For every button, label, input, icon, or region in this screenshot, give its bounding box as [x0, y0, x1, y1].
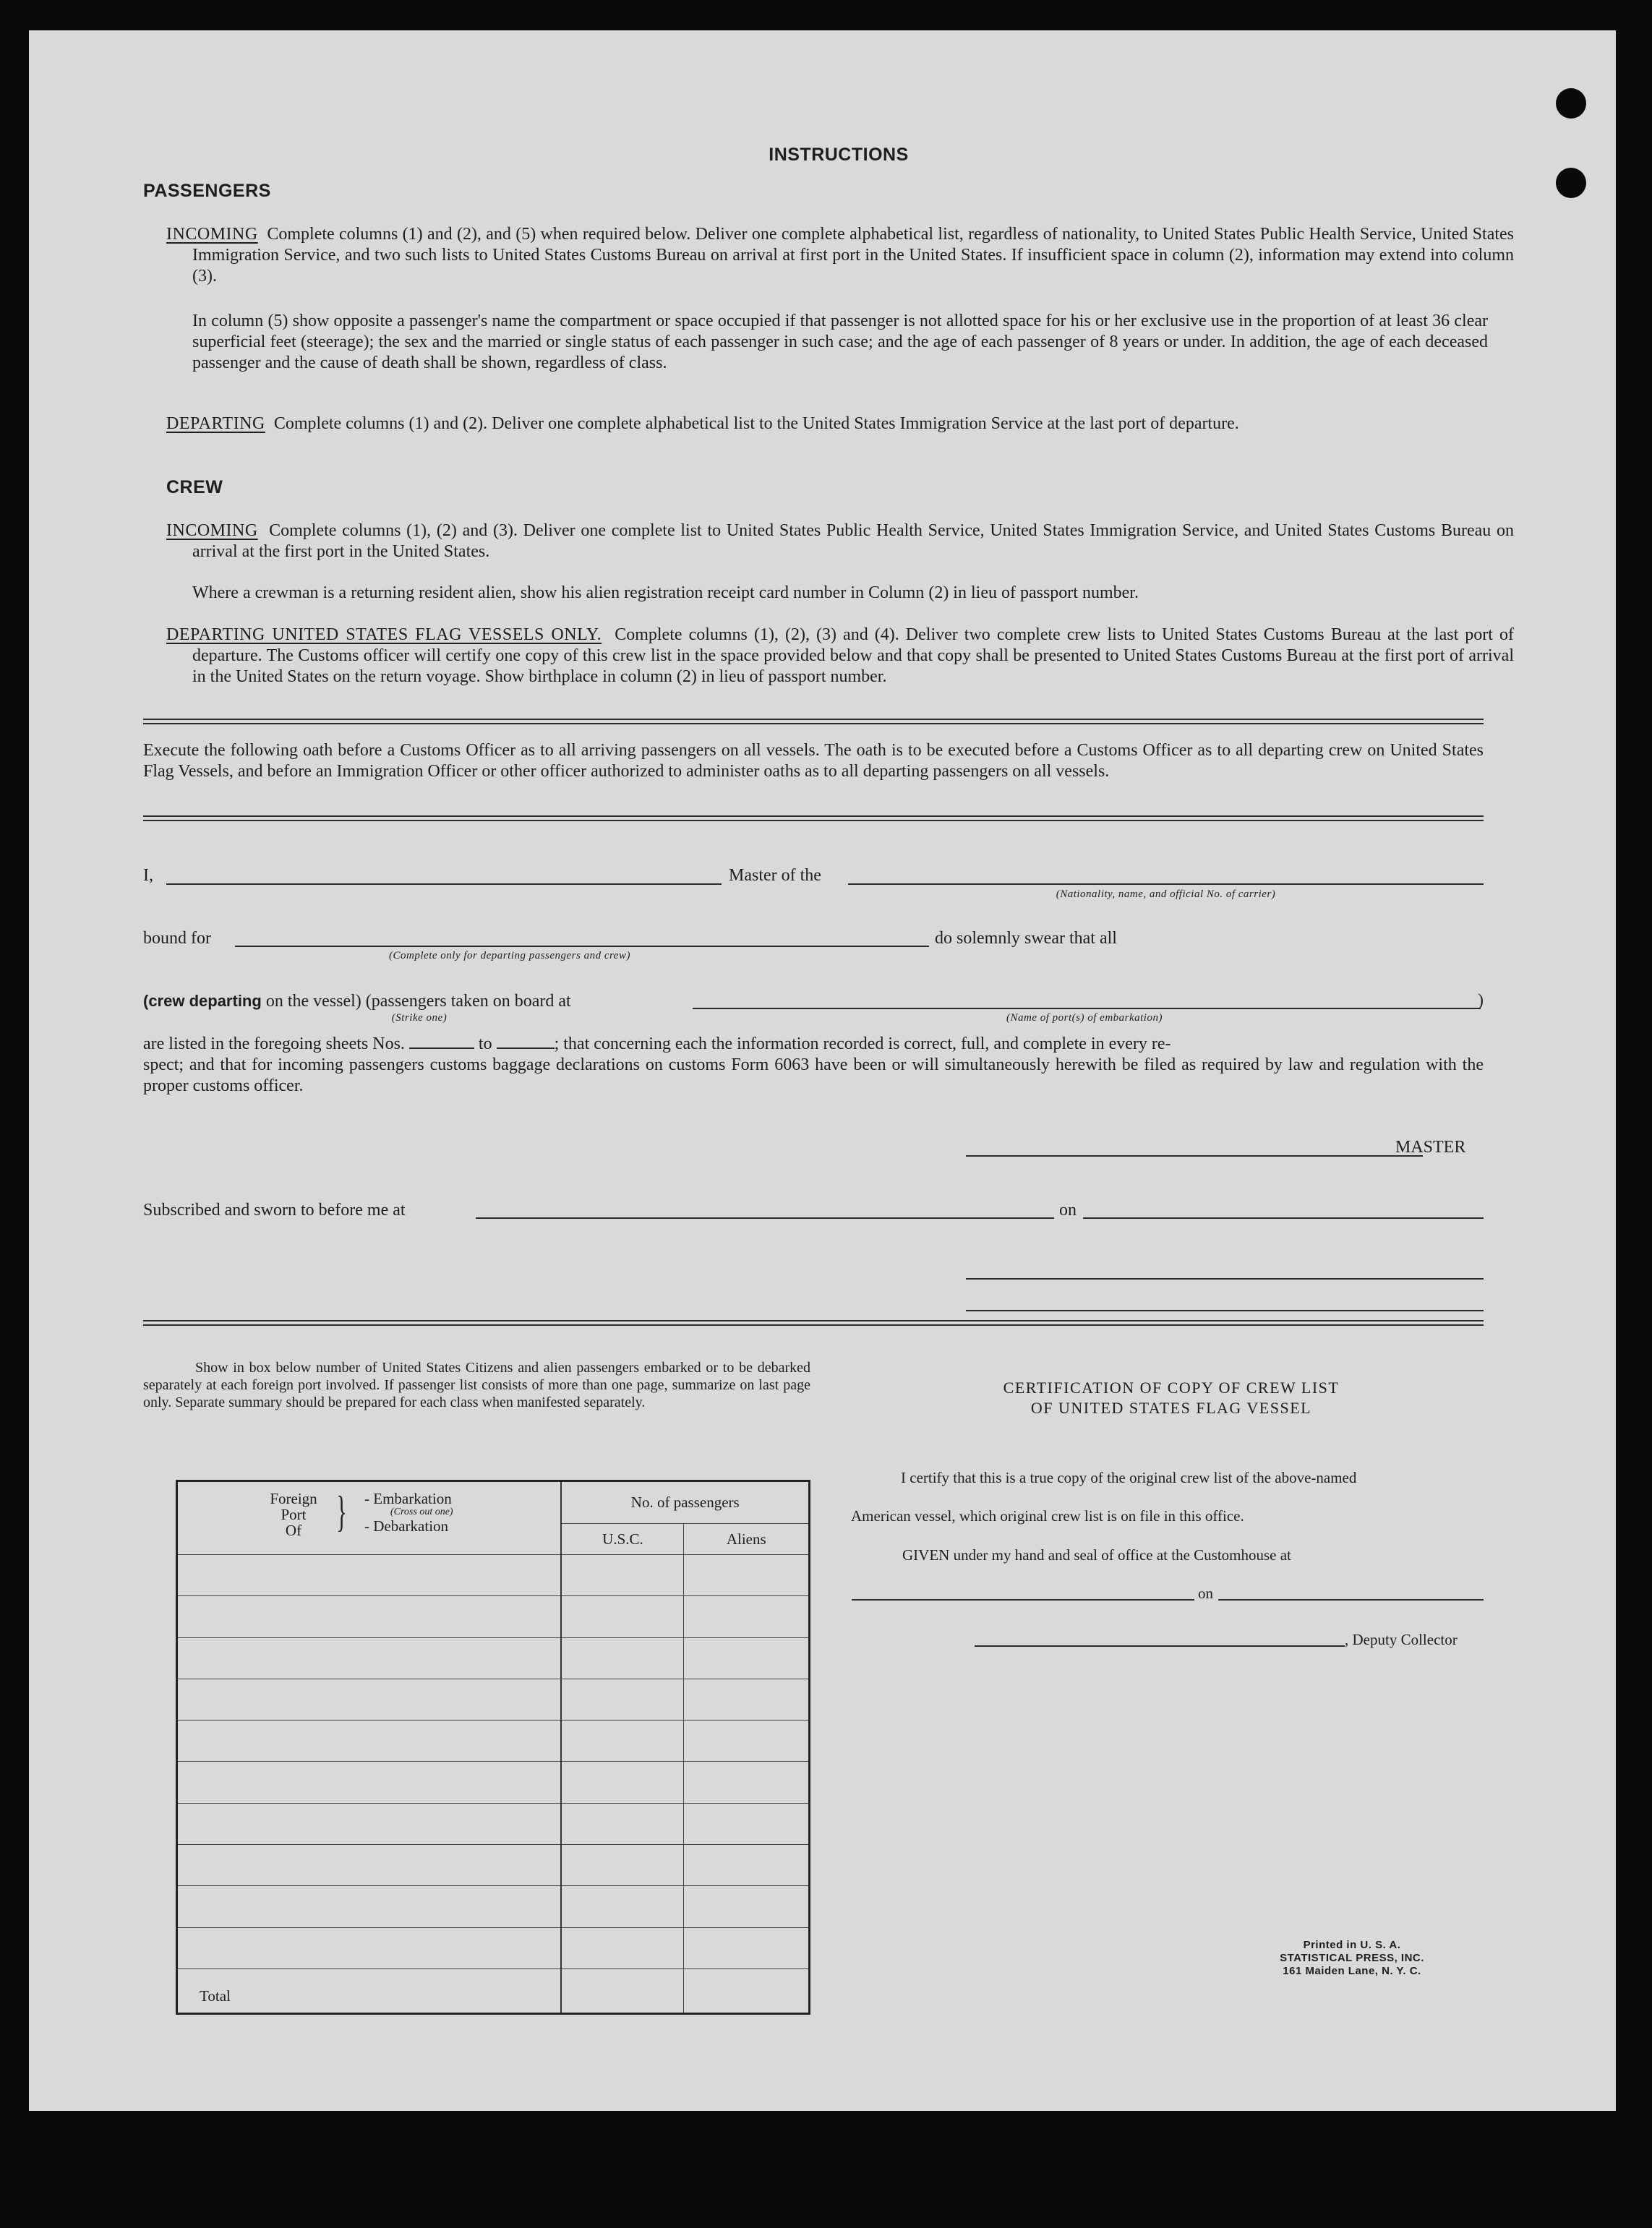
embarkation-port-caption: (Name of port(s) of embarkation)	[1006, 1012, 1163, 1024]
oath-i-label: I,	[143, 866, 153, 885]
aliens-cell[interactable]	[684, 1555, 810, 1596]
certification-title-line-1: CERTIFICATION OF COPY OF CREW LIST	[1003, 1379, 1340, 1397]
section-divider	[143, 815, 1484, 821]
certify-line-1: I certify that this is a true copy of the original crew list of the above-named	[901, 1469, 1357, 1486]
master-name-field[interactable]	[166, 883, 722, 885]
section-divider	[143, 719, 1484, 724]
aliens-header: Aliens	[684, 1524, 810, 1555]
table-row	[177, 1762, 810, 1803]
deputy-collector-label: , Deputy Collector	[1345, 1631, 1458, 1648]
crew-departing-label: DEPARTING UNITED STATES FLAG VESSELS ONLY.	[166, 625, 602, 644]
certify-line-3: GIVEN under my hand and seal of office at the Customhouse at	[902, 1546, 1291, 1564]
bound-for-label: bound for	[143, 929, 211, 948]
close-paren: )	[1478, 991, 1484, 1010]
certification-title	[860, 1378, 1482, 1418]
oath-intro: Execute the following oath before a Customs Officer as to all arriving passengers on all vessels. The oath is to be executed before a Customs Officer as to all departing crew on United States Flag Vessels, and before an Immigration Officer or other officer authorized to administer oaths as to all departing passengers on all vessels.	[143, 741, 1484, 781]
passengers-incoming-paragraph	[166, 224, 1514, 287]
listed-sheets-text: are listed in the foregoing sheets Nos.	[143, 1034, 405, 1053]
table-row	[177, 1886, 810, 1927]
sworn-place-field[interactable]	[476, 1217, 1054, 1219]
printer-imprint	[1258, 1939, 1446, 1978]
port-cell[interactable]	[177, 1555, 562, 1596]
debarkation-option[interactable]: - Debarkation	[364, 1517, 449, 1535]
customhouse-field[interactable]	[852, 1599, 1194, 1601]
total-usc-cell[interactable]	[561, 1969, 684, 2014]
embarkation-port-field[interactable]	[693, 1008, 1481, 1009]
listed-concerning-text: ; that concerning each the information recorded is correct, full, and complete in every re-	[554, 1034, 1171, 1053]
table-row	[177, 1679, 810, 1720]
table-row	[177, 1637, 810, 1679]
crew-passengers-clause	[143, 990, 571, 1012]
printer-line-3: 161 Maiden Lane, N. Y. C.	[1283, 1965, 1421, 1977]
usc-cell[interactable]	[561, 1555, 684, 1596]
crew-heading: CREW	[166, 477, 223, 497]
brace-glyph: }	[336, 1488, 347, 1535]
port-cell[interactable]	[177, 1803, 562, 1844]
bound-for-caption: (Complete only for departing passengers and crew)	[389, 950, 630, 961]
port-cell[interactable]	[177, 1762, 562, 1803]
passengers-column5-paragraph: In column (5) show opposite a passenger's name the compartment or space occupied if that passenger is not allotted space for his or her exclusive use in the proportion of at least 36 clear superficial feet (steerage); the sex and the married or single status of each passenger in such case; and the age of each passenger of 8 years or under. In addition, the age of each deceased passenger and the cause of death shall be shown, regardless of class.	[192, 312, 1488, 372]
usc-cell[interactable]	[561, 1679, 684, 1720]
aliens-cell[interactable]	[684, 1721, 810, 1762]
table-row	[177, 1927, 810, 1968]
table-row	[177, 1596, 810, 1637]
punch-hole	[1556, 168, 1586, 198]
crew-departing-text: Complete columns (1), (2), (3) and (4). Deliver two complete crew lists to United States Customs Bureau at the last port of departure. The Customs officer will certify one copy of this crew list in the space provided below and that copy shall be presented to United States Customs Bureau at the first port of arrival in the United States on the return voyage. Show birthplace in column (2) in lieu of passport number.	[192, 625, 1514, 686]
crew-incoming-label: INCOMING	[166, 521, 258, 540]
strike-one-caption: (Strike one)	[391, 1012, 448, 1024]
port-cell[interactable]	[177, 1679, 562, 1720]
aliens-cell[interactable]	[684, 1762, 810, 1803]
printer-line-1: Printed in U. S. A.	[1303, 1939, 1401, 1951]
table-row	[177, 1803, 810, 1844]
form-page	[29, 30, 1616, 2111]
subscribed-label: Subscribed and sworn to before me at	[143, 1201, 406, 1220]
passengers-taken-option[interactable]: (passengers taken on board at	[365, 992, 571, 1011]
page-title: INSTRUCTIONS	[769, 145, 909, 165]
aliens-cell[interactable]	[684, 1596, 810, 1637]
crew-incoming-text: Complete columns (1), (2) and (3). Deliver one complete list to United States Public Health Service, United States Immigration Service, and United States Customs Bureau on arrival at the first port in the United States.	[192, 521, 1515, 561]
cross-out-caption: (Cross out one)	[390, 1507, 453, 1517]
table-row	[177, 1845, 810, 1886]
total-row	[177, 1969, 810, 2014]
table-row	[177, 1555, 810, 1596]
aliens-cell[interactable]	[684, 1927, 810, 1968]
crew-departing-option[interactable]: (crew departing	[143, 992, 262, 1010]
usc-cell[interactable]	[561, 1637, 684, 1679]
aliens-cell[interactable]	[684, 1803, 810, 1844]
officer-signature-field[interactable]	[966, 1278, 1484, 1280]
port-header-cell	[177, 1481, 562, 1555]
port-label: Port	[281, 1506, 307, 1523]
usc-cell[interactable]	[561, 1927, 684, 1968]
usc-cell[interactable]	[561, 1886, 684, 1927]
printer-line-2: STATISTICAL PRESS, INC.	[1280, 1952, 1424, 1964]
deputy-signature-field[interactable]	[975, 1645, 1345, 1647]
certify-line-2: American vessel, which original crew list is on file in this office.	[851, 1507, 1244, 1525]
passengers-incoming-text: Complete columns (1) and (2), and (5) when required below. Deliver one complete alphabetical list, regardless of nationality, to United States Public Health Service, United States Immigration Service, and two such lists to United States Customs Bureau on arrival at first port in the United States. If insufficient space in column (2), information may extend into column (3).	[192, 225, 1515, 286]
sworn-on-label: on	[1059, 1201, 1077, 1220]
certify-on-label: on	[1198, 1585, 1213, 1602]
aliens-cell[interactable]	[684, 1637, 810, 1679]
usc-cell[interactable]	[561, 1721, 684, 1762]
sheet-to-field[interactable]	[497, 1034, 555, 1049]
passenger-summary-table	[176, 1480, 810, 2015]
total-aliens-cell[interactable]	[684, 1969, 810, 2014]
aliens-cell[interactable]	[684, 1886, 810, 1927]
master-signature-field[interactable]	[966, 1155, 1423, 1157]
usc-header: U.S.C.	[561, 1524, 684, 1555]
total-label: Total	[177, 1969, 562, 2014]
listed-respect-text: spect; and that for incoming passengers customs baggage declarations on customs Form 6063 have been or will simultaneously herewith be filed as required by law and regulation with the proper customs officer.	[143, 1055, 1484, 1095]
of-label: Of	[285, 1522, 302, 1539]
usc-cell[interactable]	[561, 1762, 684, 1803]
port-cell[interactable]	[177, 1845, 562, 1886]
usc-cell[interactable]	[561, 1845, 684, 1886]
passengers-heading: PASSENGERS	[143, 181, 271, 201]
embarkation-option[interactable]: - Embarkation	[364, 1490, 452, 1507]
solemnly-swear-text: do solemnly swear that all	[935, 929, 1117, 948]
usc-cell[interactable]	[561, 1596, 684, 1637]
passengers-departing-paragraph	[166, 414, 1514, 434]
table-row	[177, 1721, 810, 1762]
certification-title-line-2: OF UNITED STATES FLAG VESSEL	[1030, 1399, 1312, 1417]
master-label: MASTER	[1395, 1138, 1466, 1157]
usc-cell[interactable]	[561, 1803, 684, 1844]
summary-note: Show in box below number of United States Citizens and alien passengers embarked or to be debarked separately at each foreign port involved. If passenger list consists of more than one page, summarize on last page only. Separate summary should be prepared for each class when manifested separately.	[143, 1360, 810, 1410]
listed-to-text: to	[478, 1034, 492, 1053]
no-of-passengers-header: No. of passengers	[561, 1481, 809, 1524]
officer-title-field[interactable]	[966, 1310, 1484, 1311]
port-cell[interactable]	[177, 1637, 562, 1679]
on-vessel-text: on the vessel)	[265, 992, 361, 1011]
foreign-label: Foreign	[270, 1490, 317, 1507]
carrier-field[interactable]	[848, 883, 1484, 885]
carrier-caption: (Nationality, name, and official No. of carrier)	[1056, 888, 1276, 900]
sworn-date-field[interactable]	[1083, 1217, 1484, 1219]
crew-departing-paragraph	[166, 625, 1514, 687]
master-of-the-label: Master of the	[729, 866, 821, 885]
certify-date-field[interactable]	[1218, 1599, 1484, 1601]
aliens-cell[interactable]	[684, 1679, 810, 1720]
section-divider	[143, 1320, 1484, 1326]
bound-for-field[interactable]	[235, 946, 929, 947]
crew-resident-paragraph: Where a crewman is a returning resident alien, show his alien registration receipt card number in Column (2) in lieu of passport number.	[192, 583, 1139, 602]
passengers-incoming-label: INCOMING	[166, 225, 258, 244]
port-cell[interactable]	[177, 1927, 562, 1968]
sheet-from-field[interactable]	[409, 1034, 474, 1049]
port-cell[interactable]	[177, 1721, 562, 1762]
passengers-departing-text: Complete columns (1) and (2). Deliver one complete alphabetical list to the United States Immigration Service at the last port of departure.	[273, 414, 1239, 433]
passengers-departing-label: DEPARTING	[166, 414, 265, 433]
aliens-cell[interactable]	[684, 1845, 810, 1886]
crew-incoming-paragraph	[166, 520, 1514, 562]
port-cell[interactable]	[177, 1596, 562, 1637]
listed-sheets-line	[143, 1034, 1484, 1055]
port-cell[interactable]	[177, 1886, 562, 1927]
punch-hole	[1556, 88, 1586, 119]
